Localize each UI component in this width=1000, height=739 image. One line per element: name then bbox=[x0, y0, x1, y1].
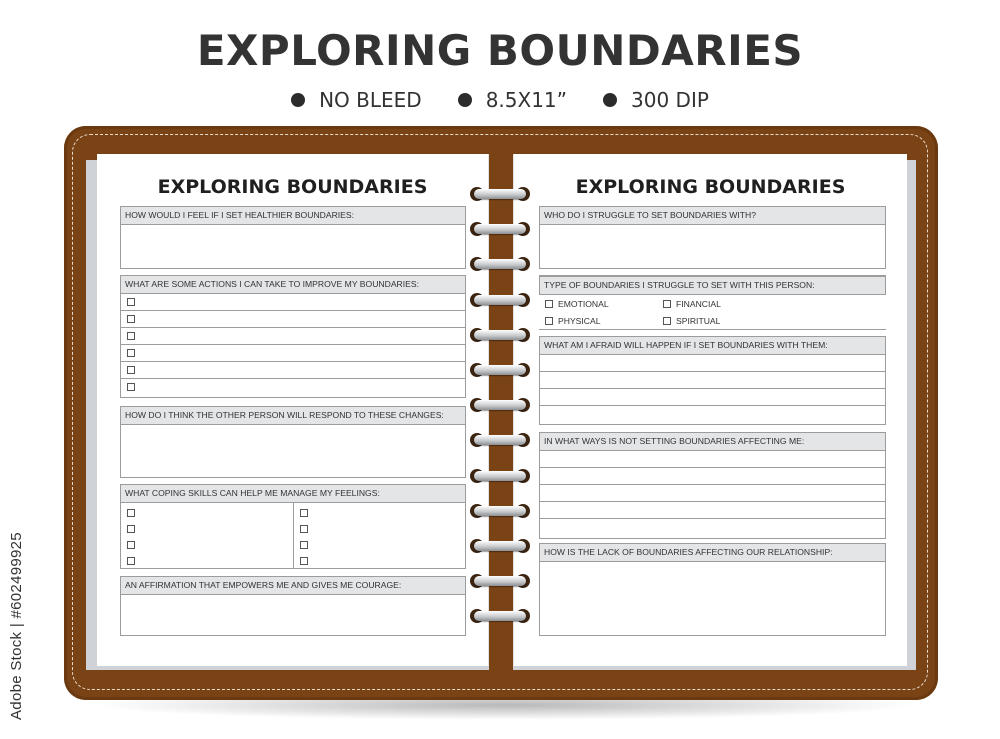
checkbox-icon[interactable] bbox=[300, 557, 308, 565]
affirmation-writing-area[interactable] bbox=[121, 595, 465, 636]
checkbox-icon[interactable] bbox=[127, 509, 135, 517]
option-financial[interactable]: FINANCIAL bbox=[663, 299, 721, 309]
checkbox-icon[interactable] bbox=[127, 525, 135, 533]
affirmation-section bbox=[120, 576, 466, 636]
left-page-title: EXPLORING BOUNDARIES bbox=[157, 176, 428, 198]
option-spiritual[interactable]: SPIRITUAL bbox=[663, 316, 720, 326]
spec-resolution: 300 DIP bbox=[631, 88, 709, 112]
feel-section bbox=[120, 206, 466, 269]
option-emotional[interactable]: EMOTIONAL bbox=[545, 299, 609, 309]
relationship-section bbox=[539, 543, 886, 636]
writing-line[interactable] bbox=[540, 485, 885, 502]
writing-line[interactable] bbox=[540, 451, 885, 468]
feel-label: HOW WOULD I FEEL IF I SET HEALTHIER BOUNDARIES: bbox=[121, 207, 465, 225]
afraid-section bbox=[539, 336, 886, 425]
checkbox-icon[interactable] bbox=[300, 541, 308, 549]
left-page bbox=[97, 154, 489, 666]
checkbox-icon[interactable] bbox=[127, 298, 135, 306]
writing-line[interactable] bbox=[540, 389, 885, 406]
binding-ring bbox=[470, 257, 530, 271]
who-label: WHO DO I STRUGGLE TO SET BOUNDARIES WITH? bbox=[540, 207, 885, 225]
affirmation-label: AN AFFIRMATION THAT EMPOWERS ME AND GIVES ME COURAGE: bbox=[121, 577, 465, 595]
checkbox-icon[interactable] bbox=[300, 525, 308, 533]
writing-line[interactable] bbox=[540, 468, 885, 485]
binding-ring bbox=[470, 433, 530, 447]
ways-section bbox=[539, 432, 886, 539]
bullet-icon bbox=[291, 93, 305, 107]
spec-list bbox=[0, 88, 1000, 112]
action-row[interactable] bbox=[121, 345, 465, 362]
writing-line[interactable] bbox=[540, 406, 885, 423]
spec-size: 8.5X11” bbox=[485, 88, 568, 112]
binding-ring bbox=[470, 363, 530, 377]
binding-ring bbox=[470, 328, 530, 342]
binding-ring bbox=[470, 398, 530, 412]
checkbox-icon[interactable] bbox=[127, 366, 135, 374]
binding-ring bbox=[470, 469, 530, 483]
respond-writing-area[interactable] bbox=[121, 425, 465, 478]
checkbox-icon[interactable] bbox=[127, 557, 135, 565]
right-page-title: EXPLORING BOUNDARIES bbox=[575, 176, 846, 198]
writing-line[interactable] bbox=[540, 502, 885, 519]
ways-label: IN WHAT WAYS IS NOT SETTING BOUNDARIES AFFECTING ME: bbox=[540, 433, 885, 451]
spec-item bbox=[291, 88, 422, 112]
action-row[interactable] bbox=[121, 379, 465, 396]
action-row[interactable] bbox=[121, 311, 465, 328]
action-row[interactable] bbox=[121, 294, 465, 311]
bullet-icon bbox=[458, 93, 472, 107]
actions-section bbox=[120, 275, 466, 398]
binding-ring bbox=[470, 574, 530, 588]
right-page bbox=[513, 154, 907, 666]
checkbox-icon[interactable] bbox=[127, 332, 135, 340]
checkbox-icon[interactable] bbox=[300, 509, 308, 517]
header-title: EXPLORING BOUNDARIES bbox=[196, 26, 804, 75]
type-label: TYPE OF BOUNDARIES I STRUGGLE TO SET WITH THIS PERSON: bbox=[539, 276, 886, 295]
who-writing-area[interactable] bbox=[540, 225, 885, 269]
action-row[interactable] bbox=[121, 362, 465, 379]
writing-line[interactable] bbox=[540, 355, 885, 372]
feel-writing-area[interactable] bbox=[121, 225, 465, 269]
checkbox-icon[interactable] bbox=[127, 315, 135, 323]
type-options bbox=[539, 295, 886, 331]
binding-ring bbox=[470, 222, 530, 236]
binding-ring bbox=[470, 539, 530, 553]
right-page-stack-bottom bbox=[513, 666, 907, 670]
writing-line[interactable] bbox=[540, 519, 885, 536]
checkbox-icon[interactable] bbox=[127, 349, 135, 357]
spec-bleed: NO BLEED bbox=[319, 88, 422, 112]
action-row[interactable] bbox=[121, 328, 465, 345]
writing-line[interactable] bbox=[540, 372, 885, 389]
binding-ring bbox=[470, 504, 530, 518]
afraid-label: WHAT AM I AFRAID WILL HAPPEN IF I SET BOUNDARIES WITH THEM: bbox=[540, 337, 885, 355]
relationship-writing-area[interactable] bbox=[540, 562, 885, 636]
spec-item bbox=[603, 88, 709, 112]
right-page-stack bbox=[907, 160, 916, 670]
bullet-icon bbox=[603, 93, 617, 107]
left-page-stack-bottom bbox=[97, 666, 489, 670]
binding-ring bbox=[470, 293, 530, 307]
coping-checklist bbox=[121, 503, 465, 569]
option-physical[interactable]: PHYSICAL bbox=[545, 316, 601, 326]
stock-id-watermark: Adobe Stock | #602499925 bbox=[8, 532, 25, 720]
checkbox-icon[interactable] bbox=[545, 300, 553, 308]
left-page-stack bbox=[86, 160, 97, 670]
checkbox-icon[interactable] bbox=[545, 317, 553, 325]
binding-ring bbox=[470, 609, 530, 623]
respond-section bbox=[120, 406, 466, 478]
respond-label: HOW DO I THINK THE OTHER PERSON WILL RESPOND TO THESE CHANGES: bbox=[121, 407, 465, 425]
binding-ring bbox=[470, 187, 530, 201]
relationship-label: HOW IS THE LACK OF BOUNDARIES AFFECTING OUR RELATIONSHIP: bbox=[540, 544, 885, 562]
checkbox-icon[interactable] bbox=[127, 541, 135, 549]
coping-section bbox=[120, 484, 466, 569]
spec-item bbox=[458, 88, 567, 112]
actions-label: WHAT ARE SOME ACTIONS I CAN TAKE TO IMPROVE MY BOUNDARIES: bbox=[121, 276, 465, 294]
checkbox-icon[interactable] bbox=[663, 317, 671, 325]
checkbox-icon[interactable] bbox=[663, 300, 671, 308]
type-section bbox=[539, 275, 886, 330]
coping-label: WHAT COPING SKILLS CAN HELP ME MANAGE MY FEELINGS: bbox=[121, 485, 465, 503]
who-section bbox=[539, 206, 886, 269]
checkbox-icon[interactable] bbox=[127, 383, 135, 391]
